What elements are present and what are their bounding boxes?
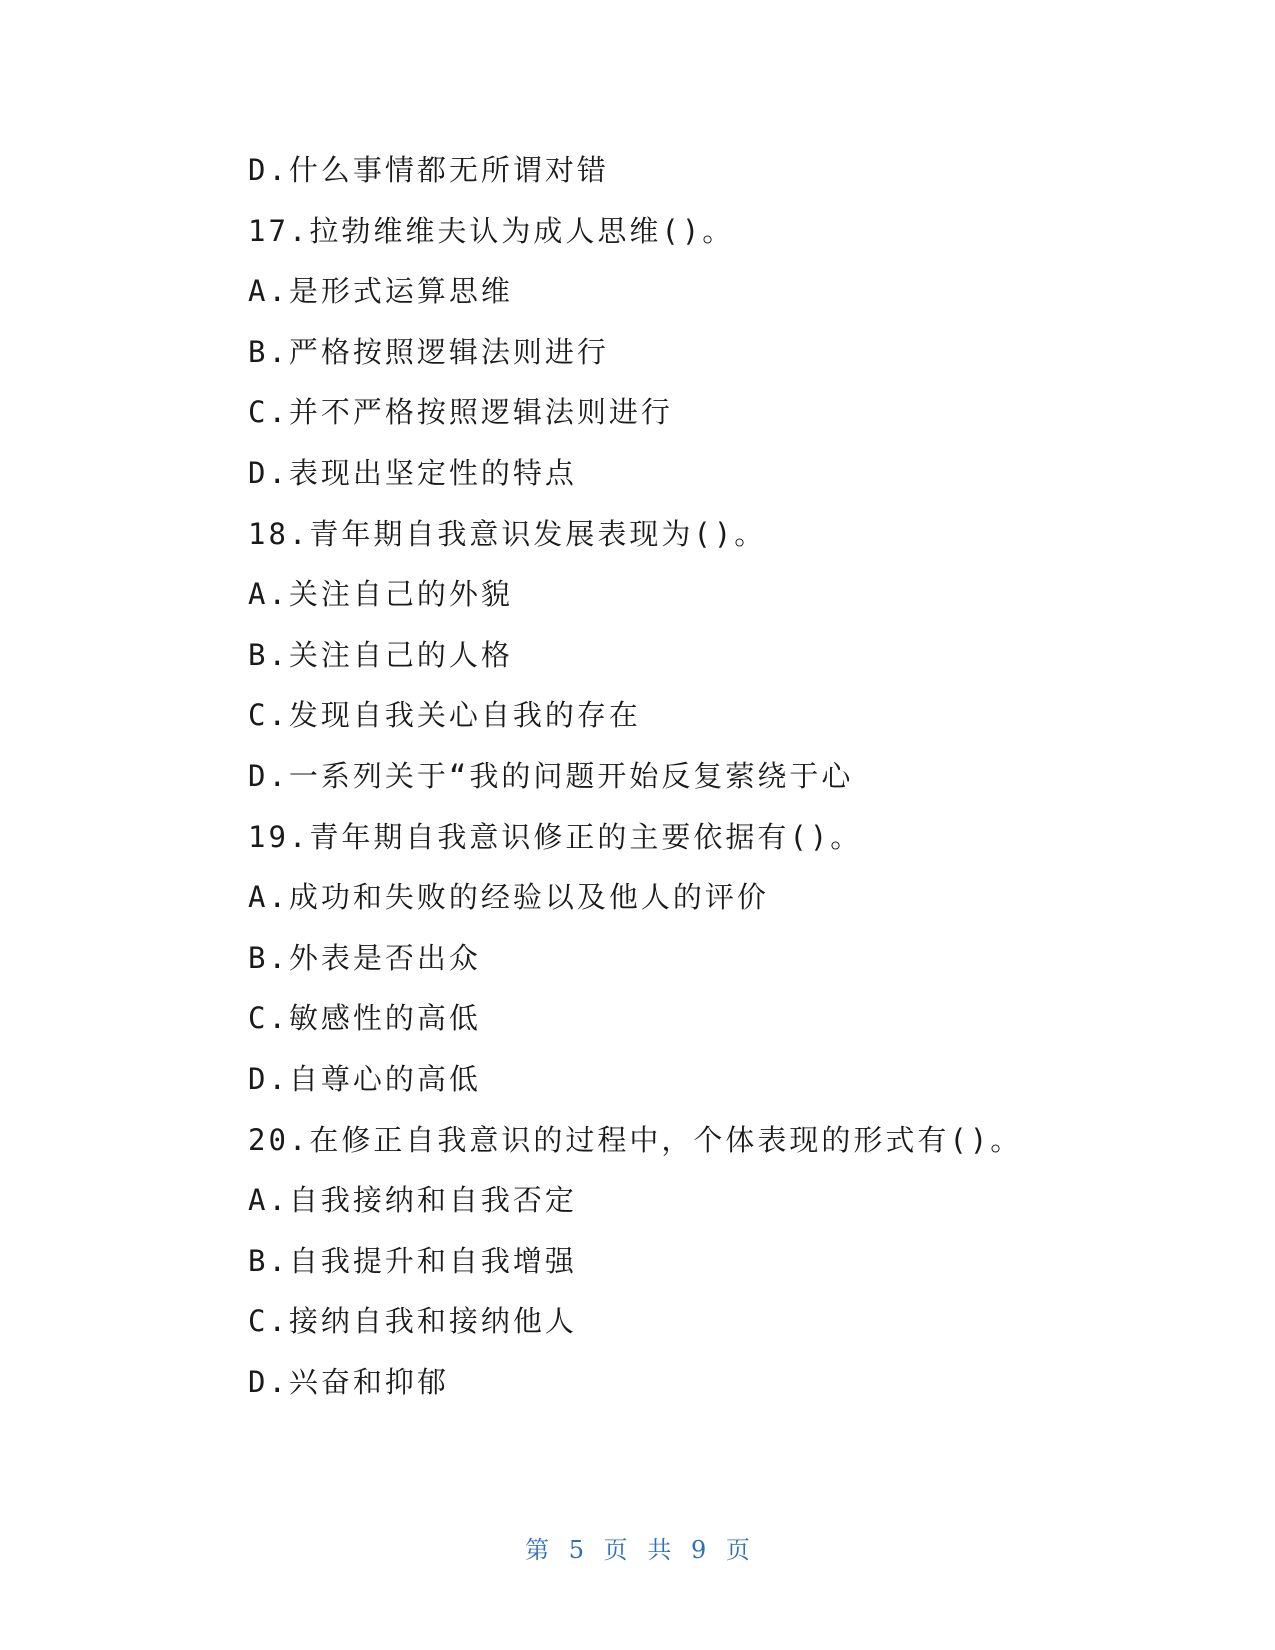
option-c-q17: C.并不严格按照逻辑法则进行: [248, 395, 673, 430]
option-d-q19: D.自尊心的高低: [248, 1061, 481, 1096]
question-19: 19.青年期自我意识修正的主要依据有()。: [248, 819, 863, 854]
option-c-q19: C.敏感性的高低: [248, 1001, 481, 1036]
option-a-q18: A.关注自己的外貌: [248, 577, 513, 612]
footer-page-label: 页: [603, 1536, 628, 1564]
option-b-q19: B.外表是否出众: [248, 940, 481, 975]
footer-total-pages: 9: [690, 1536, 707, 1564]
option-a-q19: A.成功和失败的经验以及他人的评价: [248, 880, 769, 915]
option-d-q16: D.什么事情都无所谓对错: [248, 153, 609, 187]
question-17: 17.拉勃维维夫认为成人思维()。: [248, 213, 735, 248]
option-a-q17: A.是形式运算思维: [248, 274, 513, 309]
question-list: [248, 140, 1208, 1412]
option-c-q18: C.发现自我关心自我的存在: [248, 698, 641, 733]
option-d-q18: D.一系列关于“我的问题开始反复萦绕于心: [248, 758, 854, 793]
option-b-q18: B.关注自己的人格: [248, 637, 513, 672]
footer-total-label: 页: [725, 1536, 750, 1564]
question-20: 20.在修正自我意识的过程中，个体表现的形式有()。: [248, 1122, 1023, 1157]
option-c-q20: C.接纳自我和接纳他人: [248, 1304, 577, 1339]
footer-total-prefix: 共: [647, 1536, 672, 1564]
option-b-q17: B.严格按照逻辑法则进行: [248, 334, 609, 369]
footer-current-page: 5: [568, 1536, 585, 1564]
option-a-q20: A.自我接纳和自我否定: [248, 1183, 577, 1218]
page-footer: [0, 1530, 1275, 1565]
question-18: 18.青年期自我意识发展表现为()。: [248, 516, 767, 551]
option-b-q20: B.自我提升和自我增强: [248, 1243, 577, 1278]
option-d-q17: D.表现出坚定性的特点: [248, 455, 577, 490]
option-d-q20: D.兴奋和抑郁: [248, 1364, 449, 1399]
footer-prefix: 第: [525, 1536, 550, 1564]
